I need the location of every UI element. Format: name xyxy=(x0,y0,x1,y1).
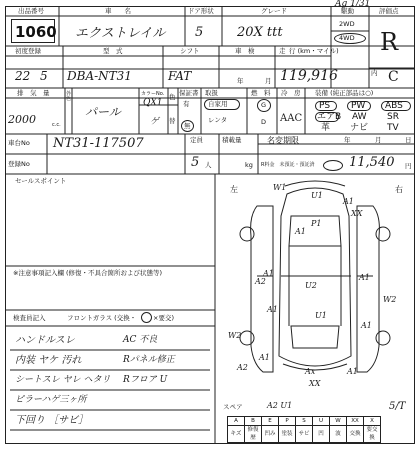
mark-w2-right: W2 xyxy=(383,295,397,304)
legend-code: E xyxy=(262,417,279,426)
chassis-label: 車台No xyxy=(8,139,30,147)
note-right-3: Rフロア U xyxy=(123,375,168,385)
equipment-grid xyxy=(307,100,413,134)
no-label: 無 xyxy=(184,122,191,130)
name-change-label: 名変期限 xyxy=(267,136,299,145)
grade: 20X ttt xyxy=(237,25,283,40)
legend-desc: キズ xyxy=(228,426,245,443)
nc-day: 日 xyxy=(405,136,412,144)
legend-code: XX xyxy=(347,417,364,426)
yes-label: 有 xyxy=(183,100,190,108)
shift-label: シフト xyxy=(180,47,200,55)
ac-value: AAC xyxy=(280,113,303,124)
first-reg-label: 初度登録 xyxy=(15,47,41,55)
doors: 5 xyxy=(195,25,204,40)
equip-abs: ABS xyxy=(385,101,403,111)
model-label: 型 式 xyxy=(103,47,123,55)
legend-desc: 塗装 xyxy=(279,426,296,443)
note-line-2: 内装 ヤケ 汚れ xyxy=(15,355,82,366)
mark-5t: 5/T xyxy=(389,401,406,412)
diagram-left-label: 左 xyxy=(230,185,238,194)
mark-xx-top: XX xyxy=(351,209,363,218)
recycle-label: R料金 未預託・預託済 xyxy=(261,162,315,168)
inspection-label: 車 検 xyxy=(235,47,255,55)
color-code: QX1 xyxy=(143,98,163,108)
equip-airbag: エアB xyxy=(317,112,342,122)
legend-code: A xyxy=(228,417,245,426)
mark-a1-rlower: A1 xyxy=(361,321,372,330)
mark-a1-lower: A1 xyxy=(267,305,278,314)
swap-label: 替 xyxy=(169,117,176,125)
mark-u1-top: U1 xyxy=(311,191,323,200)
diesel-label: D xyxy=(261,118,267,126)
interior-label: 内 xyxy=(371,69,378,77)
mark-a2-left: A2 xyxy=(255,277,266,286)
equip-aw: AW xyxy=(352,112,367,122)
capacity-label: 定員 xyxy=(190,136,203,144)
colorno-label: カラーNo. xyxy=(141,91,165,97)
rental-label: レンタ xyxy=(208,116,228,124)
score-label: 評価点 xyxy=(379,7,399,15)
recycle-amount: 11,540 xyxy=(349,155,395,170)
legend-desc: サビ xyxy=(296,426,313,443)
mark-a1-left: A1 xyxy=(263,269,274,278)
inspection-year-suffix: 年 xyxy=(237,77,244,85)
mileage-value: 119,916 xyxy=(280,68,338,84)
legend-code: X xyxy=(364,417,381,426)
equip-label: 装備 (純正部品は○) xyxy=(315,89,374,97)
mark-u2: U2 xyxy=(305,281,317,290)
chassis-number: NT31-117507 xyxy=(53,136,144,151)
mileage-label: 走 xyxy=(279,47,286,55)
mark-a1-bl: A1 xyxy=(259,353,270,362)
equip-leather: 革 xyxy=(321,123,331,133)
mark-a2-bl: A2 xyxy=(237,363,248,372)
legend-desc: 凹 xyxy=(313,426,330,443)
equip-ps: PS xyxy=(319,101,331,111)
lot-number: 1060 xyxy=(15,23,57,41)
car-name-label: 車 名 xyxy=(105,7,131,15)
drive-4wd: 4WD xyxy=(339,34,355,42)
capacity-unit: 人 xyxy=(205,161,212,169)
cc-label: c.c. xyxy=(52,122,61,128)
equip-tv: TV xyxy=(387,123,399,133)
mark-a1-mid: A1 xyxy=(295,227,306,236)
mark-xx-bottom: XX xyxy=(309,379,321,388)
score: R xyxy=(380,28,399,56)
legend-code: B xyxy=(245,417,262,426)
shift-value: FAT xyxy=(168,69,192,83)
recycle-circle xyxy=(323,160,343,171)
legend-code: W xyxy=(330,417,347,426)
mark-w2-left: W2 xyxy=(228,331,242,340)
note-right-1: AC 不良 xyxy=(123,335,158,345)
equip-sr: SR xyxy=(387,112,399,122)
legend-desc: 波 xyxy=(330,426,347,443)
loading-unit: kg xyxy=(245,161,253,169)
car-name: エクストレイル xyxy=(75,26,166,41)
windshield-end: ×要交) xyxy=(153,314,174,322)
spare-label: スペア xyxy=(223,403,243,411)
mark-a1-top: A1 xyxy=(343,197,354,206)
equip-pw: PW xyxy=(351,101,366,111)
reg-month: 5 xyxy=(40,69,48,83)
color: パール xyxy=(85,105,121,119)
legend-code: S xyxy=(296,417,313,426)
inspection-month-suffix: 月 xyxy=(265,77,272,85)
equip-navi: ナビ xyxy=(350,123,369,133)
nc-year: 年 xyxy=(344,136,351,144)
lot-label: 出品番号 xyxy=(18,7,44,15)
mark-p1: P1 xyxy=(311,219,322,228)
legend-desc: 凹み xyxy=(262,426,279,443)
spare-marks: A2 U1 xyxy=(267,401,293,410)
note-line-3: シートスレ ヤレ ヘタリ xyxy=(15,375,111,385)
grade-label: グレード xyxy=(261,7,287,15)
note-line-1: ハンドルスレ xyxy=(15,335,75,346)
color-note: ゲ xyxy=(150,117,160,127)
diagram-right-label: 右 xyxy=(395,185,403,194)
reg-year: 22 xyxy=(15,69,31,83)
doors-label: ドア形状 xyxy=(188,7,214,15)
nc-month: 月 xyxy=(375,136,382,144)
sales-points-label: セールスポイント xyxy=(15,177,67,185)
mark-a1-right: A1 xyxy=(359,273,370,282)
gas-label: G xyxy=(261,101,267,109)
fuel-label: 燃 料 xyxy=(251,89,271,97)
color-label: 外色 xyxy=(66,91,72,102)
mark-u1-mid: U1 xyxy=(315,311,327,320)
note-line-4: ピラーハゲ三ヶ所 xyxy=(15,395,87,405)
note-right-2: Rパネル修正 xyxy=(123,355,175,365)
private-label: 自家用 xyxy=(208,100,228,108)
legend-code: U xyxy=(313,417,330,426)
drive-label: 駆動 xyxy=(341,7,354,15)
inspection-label: 検査員記入 xyxy=(13,314,46,322)
legend-desc: 要交換 xyxy=(364,426,381,443)
capacity: 5 xyxy=(191,155,200,170)
note-line-5: 下回り ［サビ］ xyxy=(15,415,89,426)
notes-label: ※注意事項記入欄 (修復・不具合箇所および状態等) xyxy=(13,269,163,277)
interior-col-label: 色 xyxy=(169,93,176,101)
auction-sheet xyxy=(5,0,415,444)
registration-label: 登録No xyxy=(8,160,30,168)
legend-code: P xyxy=(279,417,296,426)
windshield-label: フロントガラス (交換・ xyxy=(67,314,137,322)
mark-a1-br: A1 xyxy=(347,367,358,376)
yen-label: 円 xyxy=(405,162,412,170)
mileage-unit: 行 (km・マイル) xyxy=(289,47,339,55)
loading-label: 積載量 xyxy=(222,136,242,144)
top-scribble: Ag 1/31 xyxy=(335,0,371,9)
manual-label: 取扱 xyxy=(205,89,218,97)
legend-desc: 修復歴 xyxy=(245,426,262,443)
displacement: 2000 xyxy=(8,113,36,126)
drive-2wd: 2WD xyxy=(339,20,355,28)
damage-legend xyxy=(227,416,381,443)
windshield-circle xyxy=(141,312,152,323)
legend-desc: 交換 xyxy=(347,426,364,443)
mark-ax: Ax xyxy=(305,367,316,376)
warranty-label: 保証書 xyxy=(179,89,199,97)
model-code: DBA-NT31 xyxy=(67,69,132,83)
interior-score: C xyxy=(388,69,399,85)
mark-w1: W1 xyxy=(273,183,287,192)
displacement-label: 排 気 量 xyxy=(17,89,50,97)
ac-label: 冷 房 xyxy=(281,89,301,97)
